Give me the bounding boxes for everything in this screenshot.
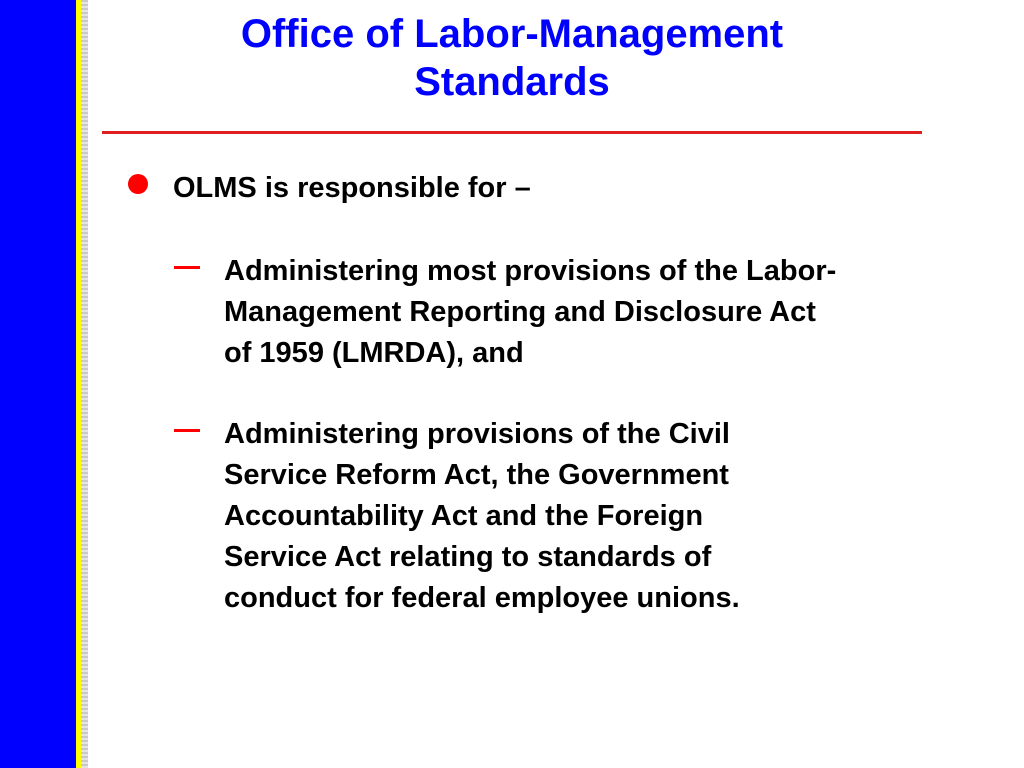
sub-bullet-2-line-1: Administering provisions of the Civil	[224, 418, 730, 450]
bullet-text: OLMS is responsible for –	[173, 172, 531, 204]
sub-bullet-dash-icon	[174, 266, 200, 269]
slide-title-line-1: Office of Labor-Management	[240, 12, 784, 56]
bullet-dot-icon	[128, 174, 148, 194]
sub-bullet-2-line-3: Accountability Act and the Foreign	[224, 500, 704, 532]
sub-bullet-1-line-1: Administering most provisions of the Labor-	[224, 255, 837, 287]
left-gray-stripe	[81, 0, 88, 768]
sub-bullet-dash-icon	[174, 429, 200, 432]
sub-bullet-2-line-4: Service Act relating to standards of	[224, 541, 712, 573]
left-blue-bar	[0, 0, 76, 768]
sub-bullet-2-line-5: conduct for federal employee unions.	[224, 582, 740, 614]
slide-title	[160, 10, 864, 106]
sub-bullet-1	[224, 251, 836, 374]
sub-bullet-2	[224, 414, 740, 619]
sub-bullet-1-line-3: of 1959 (LMRDA), and	[224, 337, 524, 369]
slide-title-line-2: Standards	[414, 60, 610, 104]
title-divider	[102, 131, 922, 134]
sub-bullet-2-line-2: Service Reform Act, the Government	[224, 459, 729, 491]
sub-bullet-1-line-2: Management Reporting and Disclosure Act	[224, 296, 816, 328]
